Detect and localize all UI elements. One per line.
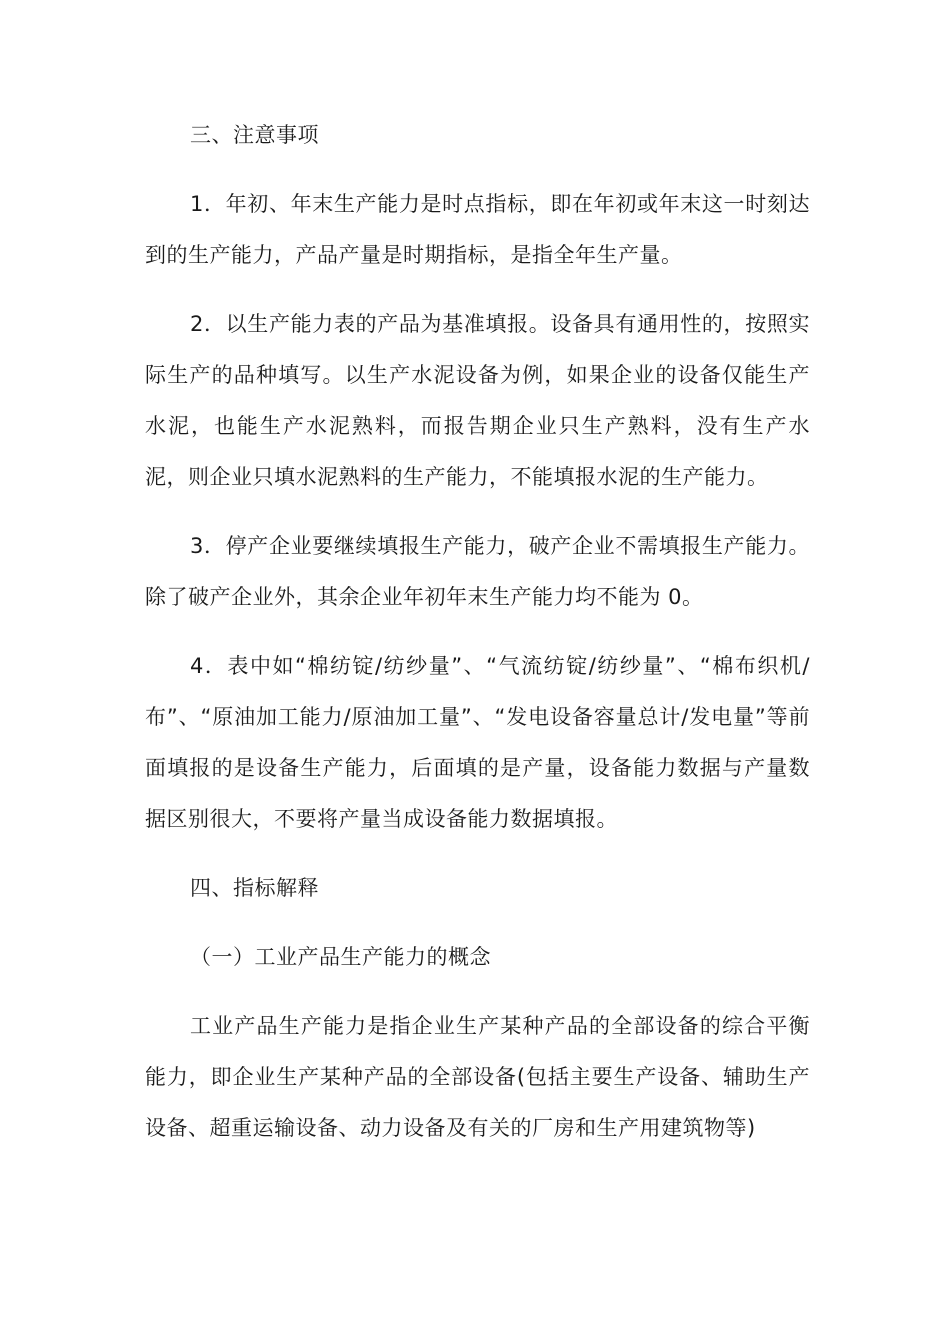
note-paragraph-1: 1．年初、年末生产能力是时点指标，即在年初或年末这一时刻达到的生产能力，产品产量是时期指标，是指全年生产量。 [145, 192, 810, 267]
section-heading-definitions: 四、指标解释 [190, 876, 319, 900]
note-paragraph-2: 2．以生产能力表的产品为基准填报。设备具有通用性的，按照实际生产的品种填写。以生产水泥设备为例，如果企业的设备仅能生产水泥，也能生产水泥熟料，而报告期企业只生产熟料，没有生产水泥，则企业只填水泥熟料的生产能力，不能填报水泥的生产能力。 [145, 312, 810, 489]
subsection-heading-capacity-concept: （一）工业产品生产能力的概念 [190, 945, 491, 969]
section-heading-notes: 三、注意事项 [190, 123, 319, 147]
note-paragraph-3: 3．停产企业要继续填报生产能力，破产企业不需填报生产能力。除了破产企业外，其余企业年初年末生产能力均不能为 0。 [145, 534, 810, 609]
document-body [145, 110, 810, 1154]
definition-paragraph: 工业产品生产能力是指企业生产某种产品的全部设备的综合平衡能力，即企业生产某种产品的全部设备(包括主要生产设备、辅助生产设备、超重运输设备、动力设备及有关的厂房和生产用建筑物等) [145, 1014, 810, 1140]
note-paragraph-4: 4．表中如“棉纺锭/纺纱量”、“气流纺锭/纺纱量”、“棉布织机/布”、“原油加工能力/原油加工量”、“发电设备容量总计/发电量”等前面填报的是设备生产能力，后面填的是产量，设备能力数据与产量数据区别很大，不要将产量当成设备能力数据填报。 [145, 654, 810, 831]
